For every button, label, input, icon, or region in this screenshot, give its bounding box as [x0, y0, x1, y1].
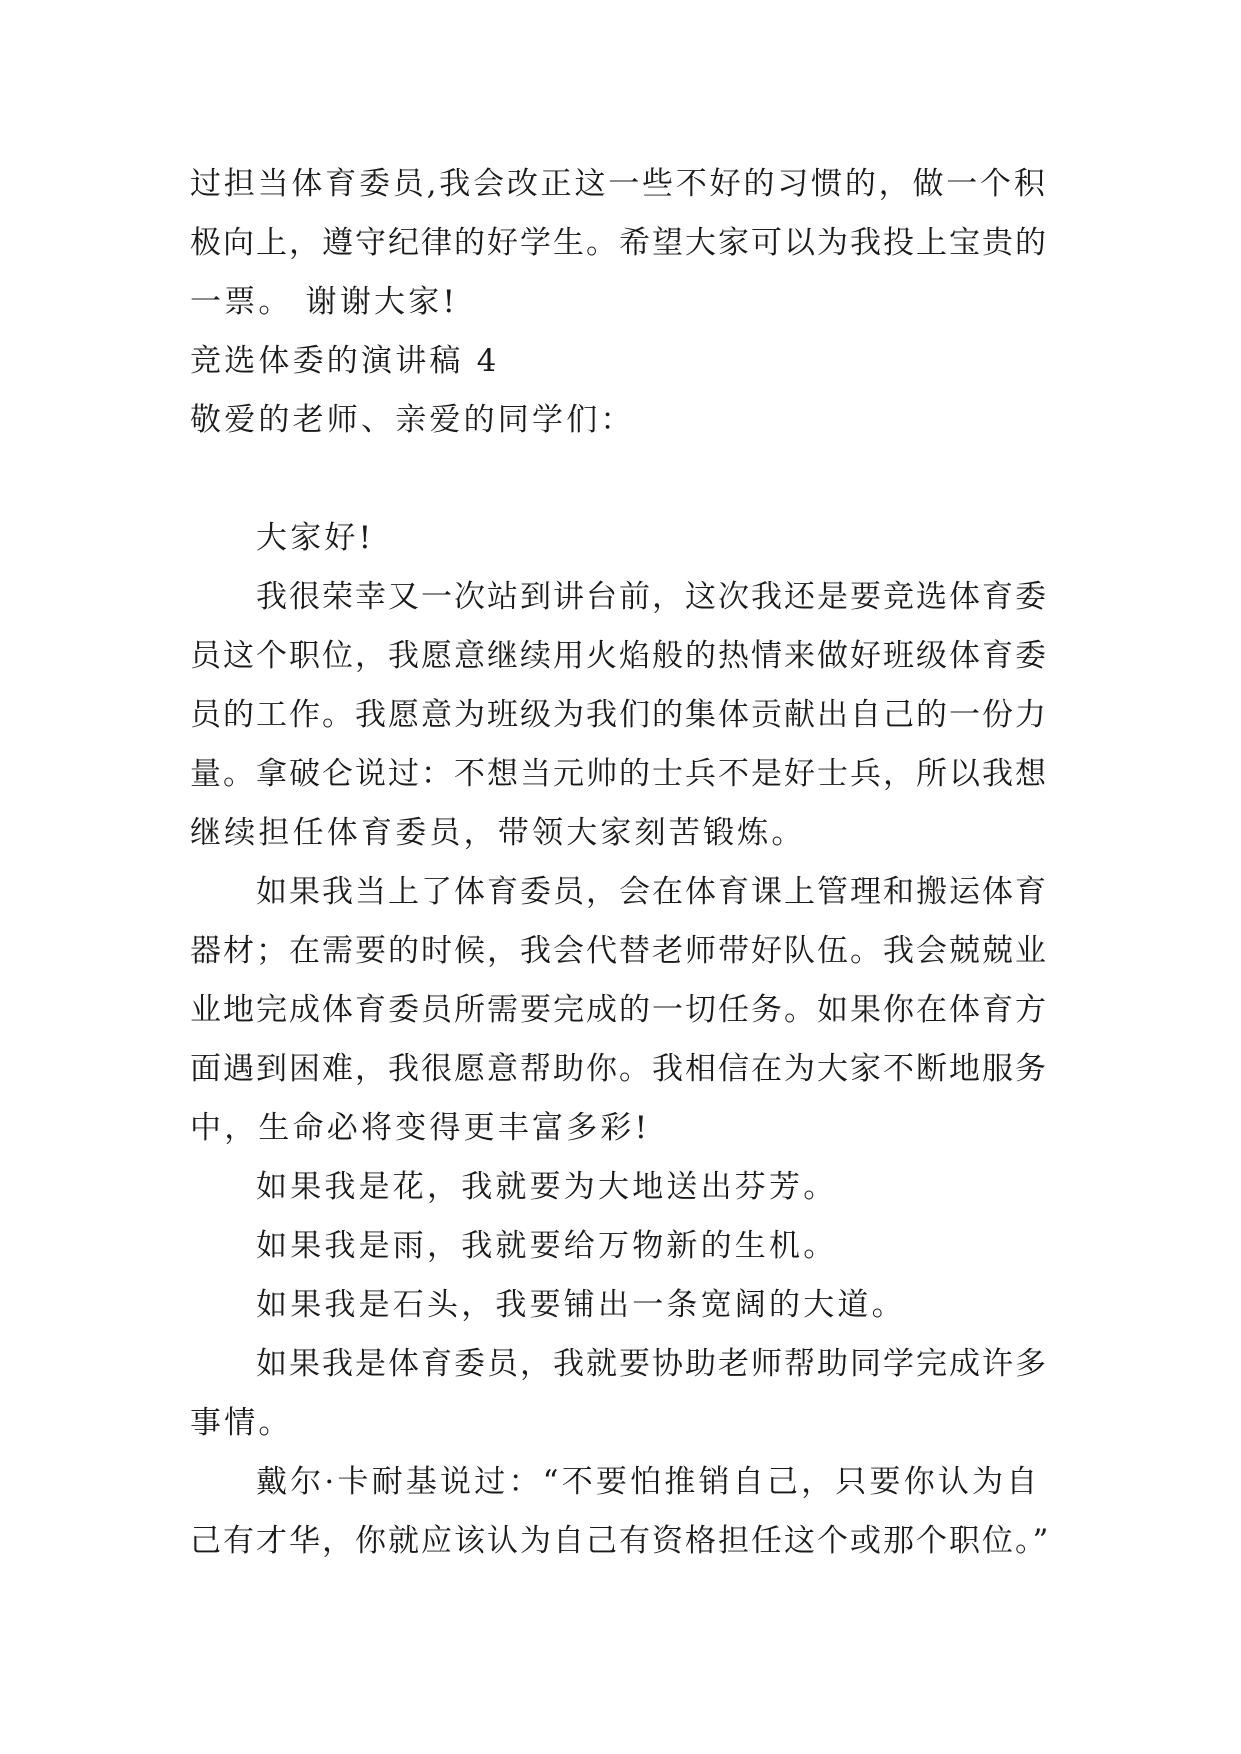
- text-line: 中，生命必将变得更丰富多彩!: [190, 1110, 651, 1146]
- text-line: 一票。 谢谢大家!: [190, 284, 459, 320]
- text-line: 过担当体育委员,我会改正这一些不好的习惯的，做一个积: [190, 166, 1048, 202]
- text-line: 如果我是花，我就要为大地送出芬芳。: [256, 1169, 838, 1205]
- text-line: 如果我是体育委员，我就要协助老师帮助同学完成许多: [256, 1346, 1048, 1382]
- text-line: 极向上，遵守纪律的好学生。希望大家可以为我投上宝贵的: [190, 225, 1048, 261]
- text-line: 己有才华，你就应该认为自己有资格担任这个或那个职位。”: [190, 1523, 1051, 1559]
- text-line: 我很荣幸又一次站到讲台前，这次我还是要竞选体育委: [256, 579, 1048, 615]
- text-line: 如果我当上了体育委员，会在体育课上管理和搬运体育: [256, 874, 1048, 910]
- text-line: 量。拿破仑说过：不想当元帅的士兵不是好士兵，所以我想: [190, 756, 1048, 792]
- salutation: 敬爱的老师、亲爱的同学们：: [190, 402, 635, 438]
- text-line: 员的工作。我愿意为班级为我们的集体贡献出自己的一份力: [190, 697, 1048, 733]
- text-line: 事情。: [190, 1405, 293, 1441]
- text-line: 面遇到困难，我很愿意帮助你。我相信在为大家不断地服务: [190, 1051, 1048, 1087]
- text-line: 员这个职位，我愿意继续用火焰般的热情来做好班级体育委: [190, 638, 1048, 674]
- text-line: 如果我是雨，我就要给万物新的生机。: [256, 1228, 838, 1264]
- section-title: 竞选体委的演讲稿 4: [190, 343, 500, 379]
- text-line: 器材；在需要的时候，我会代替老师带好队伍。我会兢兢业: [190, 933, 1048, 969]
- text-line: 继续担任体育委员，带领大家刻苦锻炼。: [190, 815, 806, 851]
- text-line: 戴尔·卡耐基说过：“不要怕推销自己，只要你认为自: [256, 1464, 1041, 1500]
- text-line: 业地完成体育委员所需要完成的一切任务。如果你在体育方: [190, 992, 1048, 1028]
- greeting: 大家好!: [256, 520, 375, 556]
- text-line: 如果我是石头，我要铺出一条宽阔的大道。: [256, 1287, 906, 1323]
